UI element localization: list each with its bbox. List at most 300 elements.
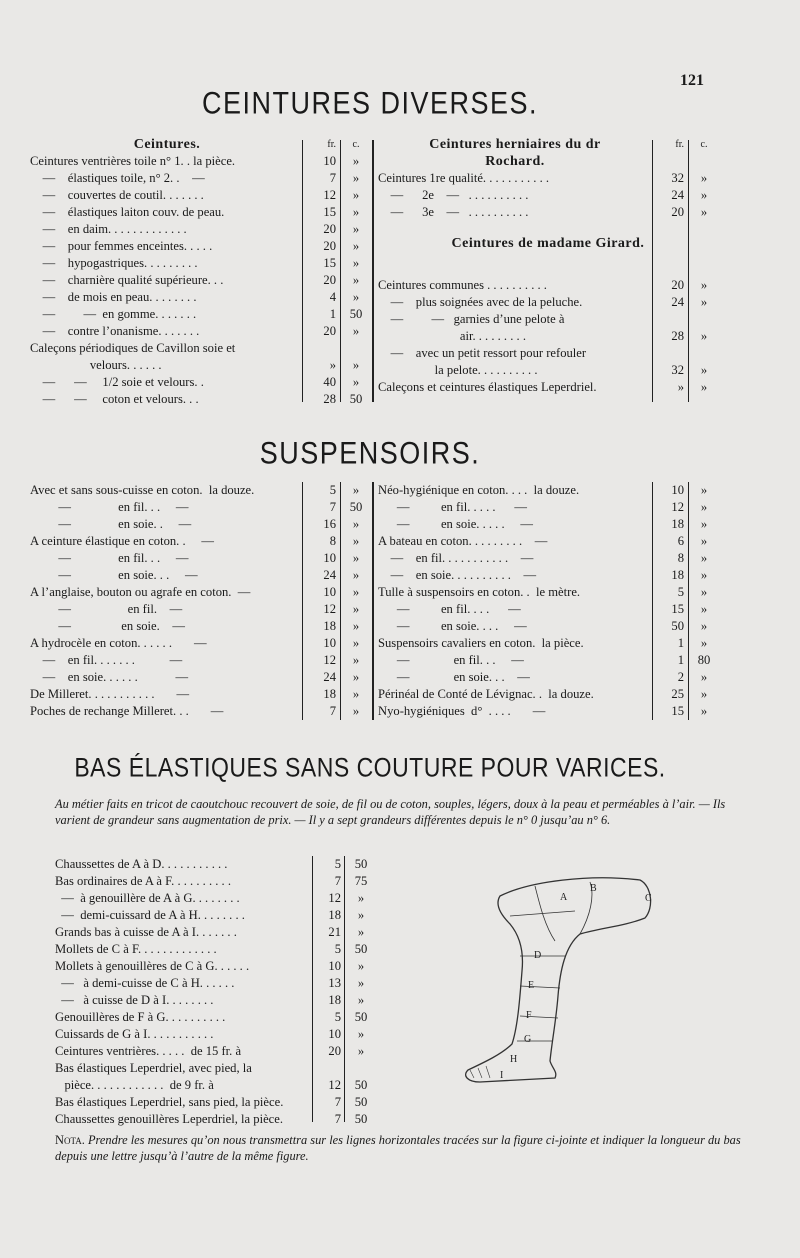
price-centimes: 50 xyxy=(354,1078,368,1092)
table-row xyxy=(378,311,718,328)
col-c: c. xyxy=(352,139,360,150)
table-row xyxy=(30,652,370,669)
row-label: — en soie. . . . . . — xyxy=(30,670,189,684)
price-centimes: » xyxy=(352,653,360,667)
table-row xyxy=(378,294,718,311)
table-row xyxy=(30,238,370,255)
column-rule xyxy=(372,482,374,720)
row-label: Caleçons périodiques de Cavillon soie et xyxy=(30,341,236,355)
row-label: Périnéal de Conté de Lévignac. . la douze. xyxy=(378,687,594,701)
table-row xyxy=(378,635,718,652)
price-centimes: » xyxy=(700,636,708,650)
price-centimes: » xyxy=(357,908,365,922)
price-centimes: » xyxy=(352,256,360,270)
table-row xyxy=(378,584,718,601)
price-francs: 18 xyxy=(671,568,684,582)
price-francs: 10 xyxy=(323,154,336,168)
price-centimes: » xyxy=(352,534,360,548)
price-francs: 10 xyxy=(323,551,336,565)
price-francs: 10 xyxy=(328,959,341,973)
suspensoirs-right-table xyxy=(378,482,718,720)
price-francs: 24 xyxy=(323,670,336,684)
row-label: A hydrocèle en coton. . . . . . — xyxy=(30,636,207,650)
row-label: — en fil. — xyxy=(30,602,183,616)
price-francs: 1 xyxy=(677,653,684,667)
price-francs: 12 xyxy=(328,891,341,905)
price-centimes: » xyxy=(357,1027,365,1041)
row-label: — en fil. . . — xyxy=(378,653,524,667)
row-label: — plus soignées avec de la peluche. xyxy=(378,295,583,309)
price-francs: 20 xyxy=(671,278,684,292)
price-francs: 18 xyxy=(328,908,341,922)
row-label: — contre l’onanisme. . . . . . . xyxy=(30,324,200,338)
price-centimes: » xyxy=(700,602,708,616)
row-label: Suspensoirs cavaliers en coton. la pièce. xyxy=(378,636,584,650)
price-centimes: » xyxy=(352,324,360,338)
leg-hatching xyxy=(535,882,592,941)
table-row xyxy=(378,362,718,379)
price-centimes: » xyxy=(352,188,360,202)
price-francs: 6 xyxy=(677,534,684,548)
price-centimes xyxy=(347,1060,375,1077)
table-row xyxy=(55,873,375,890)
price-francs: 20 xyxy=(323,324,336,338)
row-label: Ceintures communes . . . . . . . . . . xyxy=(378,278,547,292)
table-row xyxy=(378,328,718,345)
row-label: — — 1/2 soie et velours. . xyxy=(30,375,204,389)
figure-letter: E xyxy=(528,980,535,991)
figure-letter: B xyxy=(590,883,597,894)
row-label: Mollets de C à F. . . . . . . . . . . . . xyxy=(55,942,217,956)
col-fr: fr. xyxy=(675,139,684,150)
price-francs: 20 xyxy=(328,1044,341,1058)
row-label: Chaussettes de A à D. . . . . . . . . . . xyxy=(55,857,228,871)
figure-letter: F xyxy=(526,1010,532,1021)
price-francs: 15 xyxy=(323,205,336,219)
table-row xyxy=(55,1026,375,1043)
price-francs: 32 xyxy=(671,171,684,185)
price-centimes: » xyxy=(352,636,360,650)
price-centimes: » xyxy=(357,959,365,973)
bas-intro: Au métier faits en tricot de caoutchouc recouvert de soie, de fil ou de coton, souples, légers, doux à la peau et perméables à l’air. — Ils varient de grandeur sans augmentation de prix. — Il y a sept grandeurs différentes depuis le n° 0 jusqu’au n° 6. xyxy=(55,797,726,827)
price-francs: 10 xyxy=(323,585,336,599)
row-label: — — en gomme. . . . . . . xyxy=(30,307,197,321)
page-number: 121 xyxy=(680,72,704,89)
price-centimes: 50 xyxy=(354,1010,368,1024)
row-label: — avec un petit ressort pour refouler xyxy=(378,346,587,360)
row-label: — en fil. . . . . . . . . . . — xyxy=(378,551,534,565)
col-fr: fr. xyxy=(327,139,336,150)
price-francs: 24 xyxy=(323,568,336,582)
table-row xyxy=(30,703,370,720)
price-francs: 16 xyxy=(323,517,336,531)
table-row xyxy=(378,379,718,396)
table-row xyxy=(30,221,370,238)
leg-outline xyxy=(466,878,651,1082)
row-label: pièce. . . . . . . . . . . . de 9 fr. à xyxy=(55,1078,214,1092)
row-label: A ceinture élastique en coton. . — xyxy=(30,534,214,548)
price-francs: 20 xyxy=(323,273,336,287)
price-francs: 5 xyxy=(334,857,341,871)
table-row xyxy=(378,669,718,686)
row-label: Poches de rechange Milleret. . . — xyxy=(30,704,224,718)
table-row xyxy=(30,153,370,170)
table-row xyxy=(378,277,718,294)
column-rule xyxy=(302,482,303,720)
price-francs xyxy=(309,1060,347,1077)
price-centimes: » xyxy=(700,483,708,497)
price-francs: 18 xyxy=(323,619,336,633)
price-francs: 8 xyxy=(329,534,336,548)
table-row xyxy=(378,703,718,720)
price-francs: 25 xyxy=(671,687,684,701)
price-centimes: » xyxy=(700,500,708,514)
price-francs: 21 xyxy=(328,925,341,939)
price-francs xyxy=(652,311,690,328)
section-title-bas: BAS ÉLASTIQUES SANS COUTURE POUR VARICES. xyxy=(74,751,666,783)
price-centimes: » xyxy=(352,619,360,633)
price-centimes: » xyxy=(357,1044,365,1058)
row-label: — en fil. . . . — xyxy=(378,602,521,616)
row-label: — charnière qualité supérieure. . . xyxy=(30,273,224,287)
table-row xyxy=(378,618,718,635)
figure-letter: D xyxy=(534,950,542,961)
price-centimes: » xyxy=(700,704,708,718)
column-rule xyxy=(340,140,341,402)
table-row xyxy=(378,652,718,669)
price-francs: 12 xyxy=(323,188,336,202)
price-centimes: » xyxy=(700,278,708,292)
price-francs: 10 xyxy=(323,636,336,650)
row-label: Nyo-hygiéniques d° . . . . — xyxy=(378,704,546,718)
price-francs: 40 xyxy=(323,375,336,389)
price-centimes: » xyxy=(700,363,708,377)
table-row xyxy=(30,204,370,221)
price-centimes: » xyxy=(700,329,708,343)
price-centimes: » xyxy=(352,483,360,497)
price-centimes: » xyxy=(700,670,708,684)
price-centimes: » xyxy=(352,154,360,168)
price-francs: 15 xyxy=(671,704,684,718)
price-francs: 7 xyxy=(329,171,336,185)
row-label: Grands bas à cuisse de A à I. . . . . . . xyxy=(55,925,237,939)
price-francs: 50 xyxy=(671,619,684,633)
price-francs: 5 xyxy=(334,942,341,956)
price-francs: 10 xyxy=(671,483,684,497)
price-centimes: » xyxy=(700,568,708,582)
price-francs: 5 xyxy=(334,1010,341,1024)
row-label: — — garnies d’une pelote à xyxy=(378,312,565,326)
row-label: velours. . . . . . xyxy=(30,358,162,372)
table-row xyxy=(30,187,370,204)
price-centimes: » xyxy=(700,687,708,701)
table-row xyxy=(30,669,370,686)
row-label: Genouillères de F à G. . . . . . . . . . xyxy=(55,1010,226,1024)
bas-table xyxy=(55,856,375,1128)
table-row xyxy=(30,584,370,601)
row-label: — en soie. . . — xyxy=(378,670,530,684)
column-rule xyxy=(312,856,313,1122)
table-row xyxy=(30,550,370,567)
table-row xyxy=(378,204,718,221)
figure-letter: C xyxy=(645,893,652,904)
price-francs: 15 xyxy=(323,256,336,270)
table-row xyxy=(30,618,370,635)
price-francs: 12 xyxy=(323,653,336,667)
row-label: — couvertes de coutil. . . . . . . xyxy=(30,188,204,202)
row-label: Avec et sans sous-cuisse en coton. la douze. xyxy=(30,483,255,497)
row-label: — en fil. . . — xyxy=(30,500,189,514)
price-centimes: » xyxy=(700,534,708,548)
price-centimes: » xyxy=(357,891,365,905)
row-label: — demi-cuissard de A à H. . . . . . . . xyxy=(55,908,245,922)
row-label: De Milleret. . . . . . . . . . . — xyxy=(30,687,190,701)
table-row xyxy=(378,533,718,550)
figure-letter: G xyxy=(524,1034,532,1045)
price-francs: 1 xyxy=(329,307,336,321)
price-francs: 13 xyxy=(328,976,341,990)
table-row xyxy=(378,550,718,567)
table-row xyxy=(30,516,370,533)
row-label: — hypogastriques. . . . . . . . . xyxy=(30,256,198,270)
price-francs: 28 xyxy=(671,329,684,343)
table-row xyxy=(30,482,370,499)
price-centimes: » xyxy=(700,205,708,219)
table-heading: Ceintures herniaires du dr Rochard. xyxy=(429,137,601,169)
row-label: Mollets à genouillères de C à G. . . . . . xyxy=(55,959,250,973)
table-row xyxy=(30,499,370,516)
price-francs: 12 xyxy=(323,602,336,616)
price-francs: 8 xyxy=(677,551,684,565)
row-label: — en daim. . . . . . . . . . . . . xyxy=(30,222,187,236)
row-label: — à demi-cuisse de C à H. . . . . . xyxy=(55,976,235,990)
table-row xyxy=(378,482,718,499)
nota xyxy=(55,1132,745,1164)
table-row xyxy=(30,340,370,357)
price-centimes: » xyxy=(357,976,365,990)
ceintures-table xyxy=(30,136,370,408)
table-row xyxy=(30,635,370,652)
table-row xyxy=(55,1094,375,1111)
price-centimes: 50 xyxy=(354,942,368,956)
row-label: Tulle à suspensoirs en coton. . le mètre. xyxy=(378,585,581,599)
row-label: Ceintures ventrières toile n° 1. . la pièce. xyxy=(30,154,236,168)
row-label: — élastiques laiton couv. de peau. xyxy=(30,205,225,219)
price-centimes: » xyxy=(357,993,365,1007)
figure-letter: H xyxy=(510,1054,518,1065)
row-label: Caleçons et ceintures élastiques Leperdriel. xyxy=(378,380,597,394)
table-row xyxy=(55,1060,375,1077)
table-row xyxy=(55,1009,375,1026)
row-label: — à genouillère de A à G. . . . . . . . xyxy=(55,891,240,905)
nota-label: Nota. xyxy=(55,1133,85,1147)
price-centimes: » xyxy=(700,380,708,394)
price-francs: 1 xyxy=(677,636,684,650)
table-row xyxy=(378,601,718,618)
table-row xyxy=(378,170,718,187)
price-centimes: » xyxy=(700,171,708,185)
price-centimes: » xyxy=(357,925,365,939)
price-centimes: » xyxy=(352,568,360,582)
price-francs: 12 xyxy=(328,1078,341,1092)
price-francs xyxy=(304,340,342,357)
table-row xyxy=(30,601,370,618)
table-row xyxy=(378,499,718,516)
price-centimes: » xyxy=(352,687,360,701)
price-centimes: 50 xyxy=(354,857,368,871)
price-centimes: 50 xyxy=(349,392,363,406)
price-francs: 7 xyxy=(334,874,341,888)
column-rule xyxy=(344,856,345,1122)
table-row xyxy=(30,323,370,340)
row-label: — — coton et velours. . . xyxy=(30,392,199,406)
price-francs: 20 xyxy=(671,205,684,219)
price-francs: 28 xyxy=(323,392,336,406)
section-title-ceintures: CEINTURES DIVERSES. xyxy=(201,85,539,121)
row-label: A l’anglaise, bouton ou agrafe en coton. — xyxy=(30,585,251,599)
table-header xyxy=(378,136,718,170)
price-centimes: 50 xyxy=(354,1112,368,1126)
price-centimes: » xyxy=(700,188,708,202)
table-row xyxy=(378,187,718,204)
row-label: Ceintures ventrières. . . . . de 15 fr. à xyxy=(55,1044,242,1058)
price-francs: 12 xyxy=(671,500,684,514)
row-label: — en soie. . . . — xyxy=(378,619,527,633)
row-label: — en soie. — xyxy=(30,619,185,633)
price-francs: 24 xyxy=(671,188,684,202)
row-label: — en soie. . — xyxy=(30,517,192,531)
table-row xyxy=(55,941,375,958)
table-row xyxy=(30,391,370,408)
table-row xyxy=(30,686,370,703)
table-row xyxy=(55,924,375,941)
price-centimes: » xyxy=(352,517,360,531)
table-row xyxy=(30,272,370,289)
price-francs: 15 xyxy=(671,602,684,616)
price-francs: 20 xyxy=(323,222,336,236)
table-row xyxy=(30,170,370,187)
price-centimes xyxy=(342,340,370,357)
price-francs: 18 xyxy=(671,517,684,531)
row-label: — en fil. . . . . — xyxy=(378,500,528,514)
table-heading: Ceintures. xyxy=(133,137,201,152)
table-row xyxy=(378,345,718,362)
price-centimes: » xyxy=(352,290,360,304)
row-label: — élastiques toile, n° 2. . — xyxy=(30,171,205,185)
table-row xyxy=(55,907,375,924)
row-label: Bas ordinaires de A à F. . . . . . . . . . xyxy=(55,874,231,888)
column-rule xyxy=(340,482,341,720)
table-row xyxy=(30,533,370,550)
price-centimes: » xyxy=(352,205,360,219)
row-label: — en fil. . . . . . . — xyxy=(30,653,183,667)
price-centimes: » xyxy=(352,171,360,185)
column-rule xyxy=(302,140,303,402)
price-centimes: » xyxy=(352,551,360,565)
price-centimes: » xyxy=(352,358,360,372)
table-row xyxy=(30,567,370,584)
price-centimes xyxy=(690,311,718,328)
price-centimes: » xyxy=(700,551,708,565)
table-row xyxy=(55,856,375,873)
price-francs: 7 xyxy=(334,1112,341,1126)
price-centimes: 80 xyxy=(697,653,711,667)
row-label: — en soie. . . . . . . . . . — xyxy=(378,568,537,582)
table-heading-girard: Ceintures de madame Girard. xyxy=(451,236,645,251)
row-label: Néo-hygiénique en coton. . . . la douze. xyxy=(378,483,580,497)
price-centimes: 50 xyxy=(349,500,363,514)
row-label: Bas élastiques Leperdriel, sans pied, la pièce. xyxy=(55,1095,284,1109)
row-label: Bas élastiques Leperdriel, avec pied, la xyxy=(55,1061,252,1075)
price-francs: 18 xyxy=(323,687,336,701)
price-francs: 2 xyxy=(677,670,684,684)
rochard-table xyxy=(378,136,718,396)
col-c: c. xyxy=(700,139,708,150)
price-francs: 5 xyxy=(329,483,336,497)
price-francs: 4 xyxy=(329,290,336,304)
table-row xyxy=(30,255,370,272)
figure-letter: I xyxy=(500,1070,504,1081)
table-row xyxy=(378,516,718,533)
row-label: — 2e — . . . . . . . . . . xyxy=(378,188,529,202)
price-francs: 20 xyxy=(323,239,336,253)
row-label: — en soie. . . . . — xyxy=(378,517,533,531)
row-label: A bateau en coton. . . . . . . . . — xyxy=(378,534,548,548)
table-row xyxy=(55,1111,375,1128)
table-row xyxy=(55,958,375,975)
row-label: Cuissards de G à I. . . . . . . . . . . xyxy=(55,1027,214,1041)
price-centimes: » xyxy=(700,619,708,633)
table-header xyxy=(30,136,370,153)
price-francs: 18 xyxy=(328,993,341,1007)
price-centimes: » xyxy=(700,517,708,531)
nota-text: Prendre les mesures qu’on nous transmettra sur les lignes horizontales tracées sur la figure ci-jointe et indiquer la longueur du bas depuis une lettre jusqu’à l’autre de la même figure. xyxy=(55,1133,741,1163)
suspensoirs-left-table xyxy=(30,482,370,720)
row-label: Ceintures 1re qualité. . . . . . . . . . . xyxy=(378,171,550,185)
price-francs: 32 xyxy=(671,363,684,377)
price-francs xyxy=(652,345,690,362)
price-francs: 7 xyxy=(329,704,336,718)
leg-figure xyxy=(440,856,670,1106)
row-label: — 3e — . . . . . . . . . . xyxy=(378,205,529,219)
table-row xyxy=(55,1077,375,1094)
table-row xyxy=(30,306,370,323)
price-francs: 24 xyxy=(671,295,684,309)
row-label: — en soie. . . — xyxy=(30,568,198,582)
column-rule xyxy=(688,482,689,720)
table-row xyxy=(378,686,718,703)
column-rule xyxy=(652,140,653,402)
table-row xyxy=(55,992,375,1009)
table-row xyxy=(30,357,370,374)
row-label: air. . . . . . . . . xyxy=(378,329,526,343)
price-francs: 7 xyxy=(334,1095,341,1109)
price-centimes: 50 xyxy=(349,307,363,321)
column-rule xyxy=(372,140,374,402)
figure-letter: A xyxy=(560,892,568,903)
price-centimes: » xyxy=(352,222,360,236)
price-centimes: » xyxy=(352,585,360,599)
price-centimes: » xyxy=(352,375,360,389)
price-centimes: » xyxy=(352,273,360,287)
row-label: — en fil. . . — xyxy=(30,551,189,565)
price-francs: 5 xyxy=(677,585,684,599)
measure-line xyxy=(510,911,575,1041)
price-centimes: 75 xyxy=(354,874,368,888)
price-centimes: » xyxy=(700,585,708,599)
price-francs: » xyxy=(329,358,336,372)
row-label: — pour femmes enceintes. . . . . xyxy=(30,239,213,253)
